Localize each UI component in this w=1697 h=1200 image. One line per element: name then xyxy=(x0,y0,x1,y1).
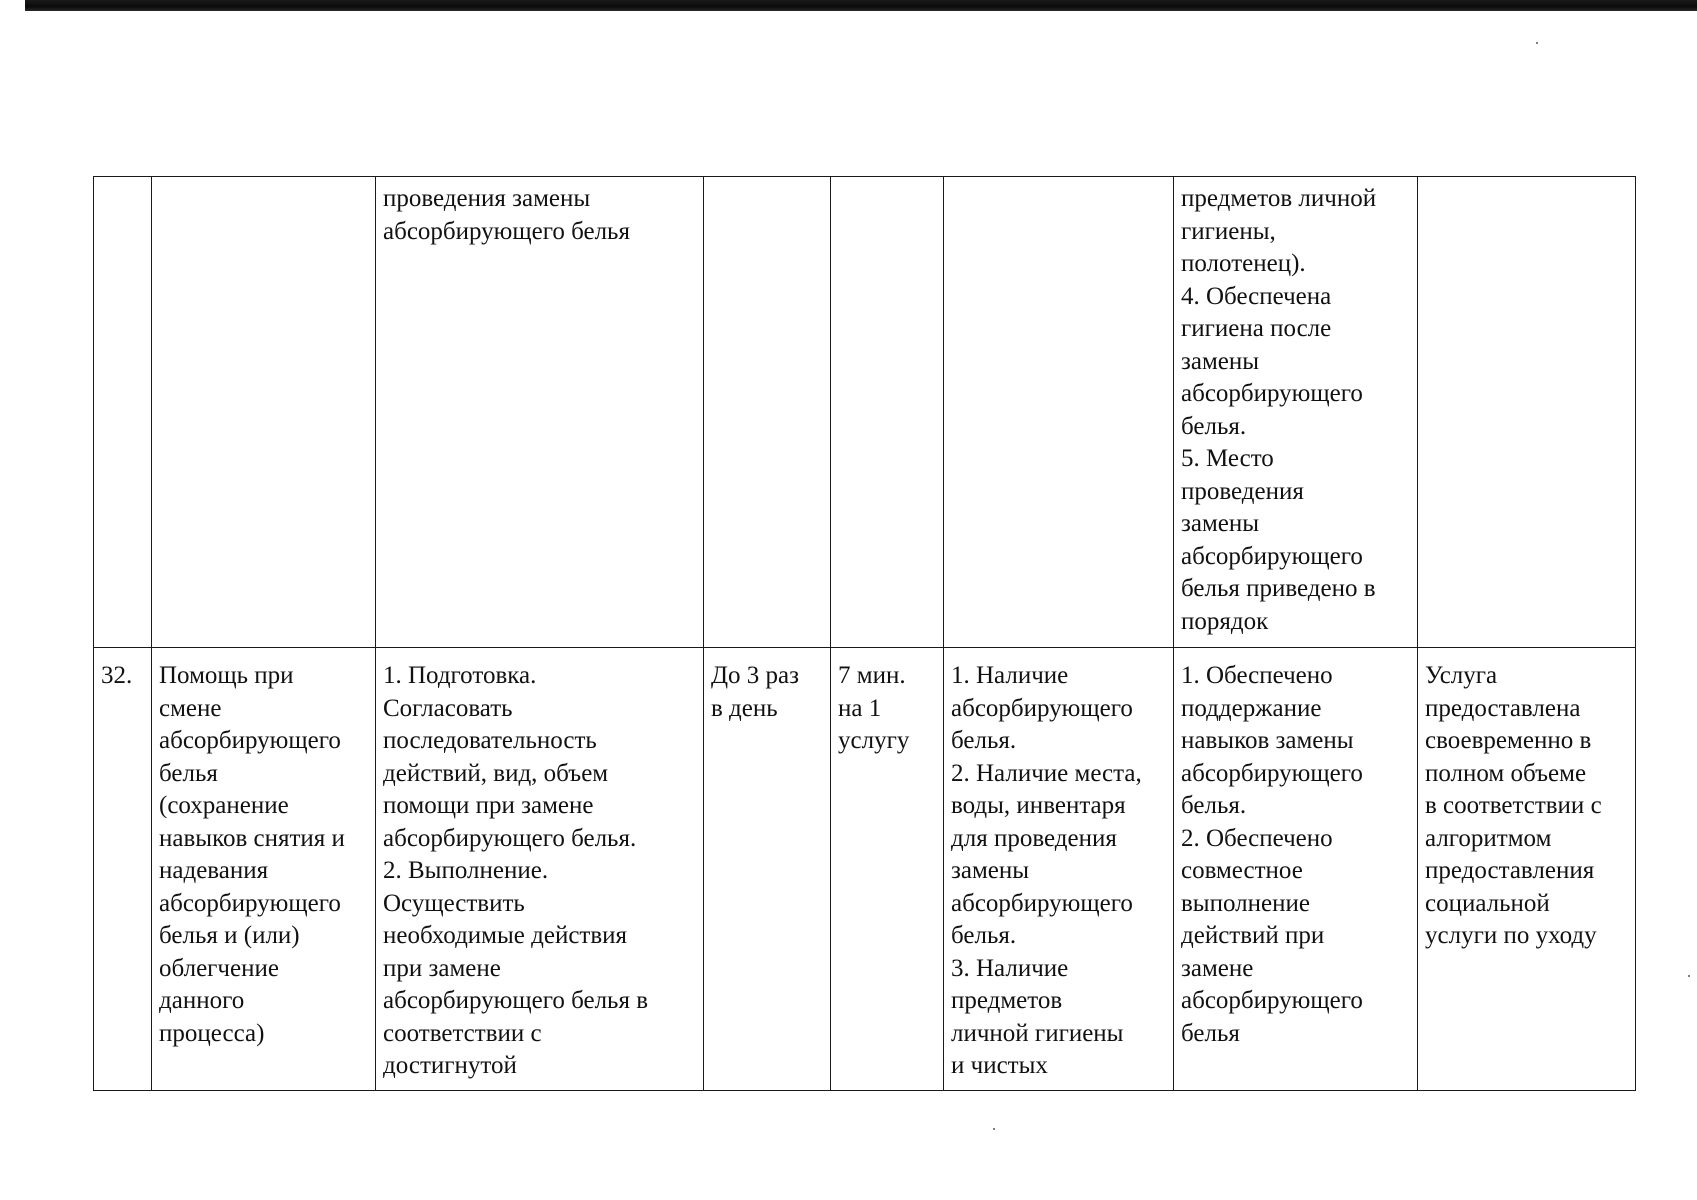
table-row xyxy=(94,177,1636,648)
cell-result xyxy=(1418,177,1636,648)
cell-indicators: 1. Обеспечено поддержание навыков замены абсорбирующего белья. 2. Обеспечено совместное выполнение действий при замене абсорбирующего белья xyxy=(1174,648,1418,1091)
scan-top-edge xyxy=(25,0,1697,11)
scan-speck xyxy=(1536,42,1538,44)
table-row xyxy=(94,648,1636,1091)
cell-number: 32. xyxy=(94,648,152,1091)
cell-number xyxy=(94,177,152,648)
cell-service-name xyxy=(152,177,376,648)
cell-conditions xyxy=(944,177,1174,648)
scan-speck xyxy=(1688,975,1690,977)
scan-speck xyxy=(993,1128,995,1130)
cell-procedure: 1. Подготовка. Согласовать последовательность действий, вид, объем помощи при замене абсорбирующего белья. 2. Выполнение. Осуществить необходимые действия при замене абсорбирующего белья в соответствии с достигнутой xyxy=(376,648,704,1091)
cell-periodicity: До 3 раз в день xyxy=(704,648,831,1091)
cell-duration: 7 мин. на 1 услугу xyxy=(831,648,944,1091)
cell-indicators: предметов личной гигиены, полотенец). 4. Обеспечена гигиена после замены абсорбирующего белья. 5. Место проведения замены абсорбирующего белья приведено в порядок xyxy=(1174,177,1418,648)
cell-periodicity xyxy=(704,177,831,648)
services-table xyxy=(93,176,1636,1091)
cell-duration xyxy=(831,177,944,648)
cell-conditions: 1. Наличие абсорбирующего белья. 2. Наличие места, воды, инвентаря для проведения замены абсорбирующего белья. 3. Наличие предметов личной гигиены и чистых xyxy=(944,648,1174,1091)
cell-procedure: проведения замены абсорбирующего белья xyxy=(376,177,704,648)
cell-service-name: Помощь при смене абсорбирующего белья (сохранение навыков снятия и надевания абсорбирующего белья и (или) облегчение данного процесса) xyxy=(152,648,376,1091)
cell-result: Услуга предоставлена своевременно в полном объеме в соответствии с алгоритмом предоставления социальной услуги по уходу xyxy=(1418,648,1636,1091)
